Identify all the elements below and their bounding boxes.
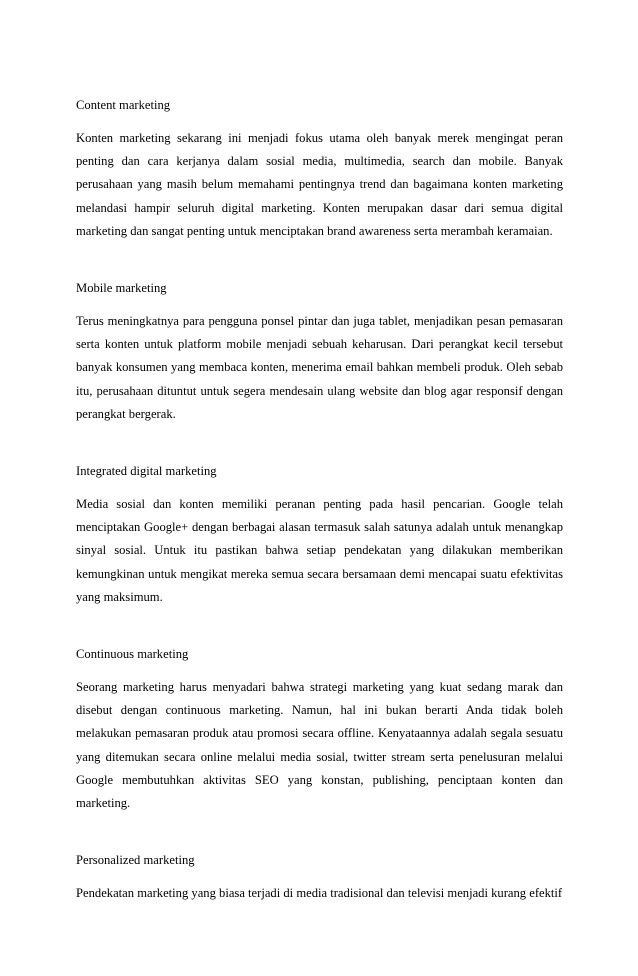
section-spacer xyxy=(76,815,563,849)
section-paragraph: Seorang marketing harus menyadari bahwa strategi marketing yang kuat sedang marak dan disebut dengan continuous marketing. Namun, hal ini bukan berarti Anda tidak boleh melakukan pemasaran produk atau promosi secara offline. Kenyataannya adalah segala sesuatu yang ditemukan secara online melalui media sosial, twitter stream serta penelusuran melalui Google membutuhkan aktivitas SEO yang konstan, publishing, penciptaan konten dan marketing. xyxy=(76,680,563,811)
section-heading: Mobile marketing xyxy=(76,281,167,296)
section-heading: Content marketing xyxy=(76,98,171,112)
section-paragraph: Terus meningkatnya para pengguna ponsel pintar dan juga tablet, menjadikan pesan pemasaran serta konten untuk platform mobile menjadi sebuah keharusan. Dari perangkat kecil tersebut banyak konsumen yang membaca konten, menerima email bahkan membeli produk. Oleh sebab itu, perusahaan dituntut untuk segera mendesain ulang website dan blog agar responsif dengan perangkat bergerak. xyxy=(76,314,563,421)
section-content-marketing xyxy=(76,94,563,243)
section-spacer xyxy=(76,609,563,643)
section-personalized-marketing xyxy=(76,849,563,905)
section-paragraph: Media sosial dan konten memiliki peranan penting pada hasil pencarian. Google telah menciptakan Google+ dengan berbagai alasan termasuk salah satunya adalah untuk menangkap sinyal sosial. Untuk itu pastikan bahwa setiap pendekatan yang dilakukan memberikan kemungkinan untuk mengikat mereka semua secara bersamaan demi mencapai suatu efektivitas yang maksimum. xyxy=(76,497,563,604)
section-spacer xyxy=(76,426,563,460)
section-heading: Integrated digital marketing xyxy=(76,464,217,479)
section-heading: Personalized marketing xyxy=(76,853,195,868)
section-paragraph: Pendekatan marketing yang biasa terjadi di media tradisional dan televisi menjadi kurang efektif xyxy=(76,886,563,901)
section-continuous-marketing xyxy=(76,643,563,815)
section-mobile-marketing xyxy=(76,277,563,426)
section-integrated-digital-marketing xyxy=(76,460,563,609)
section-heading: Continuous marketing xyxy=(76,647,189,662)
section-spacer xyxy=(76,243,563,277)
section-paragraph: Konten marketing sekarang ini menjadi fokus utama oleh banyak merek mengingat peran penting dan cara kerjanya dalam sosial media, multimedia, search dan mobile. Banyak perusahaan yang masih belum memahami pentingnya trend dan bagaimana konten marketing melandasi hampir seluruh digital marketing. Konten merupakan dasar dari semua digital marketing dan sangat penting untuk menciptakan brand awareness serta merambah keramaian. xyxy=(76,131,563,238)
document-page xyxy=(76,94,563,905)
